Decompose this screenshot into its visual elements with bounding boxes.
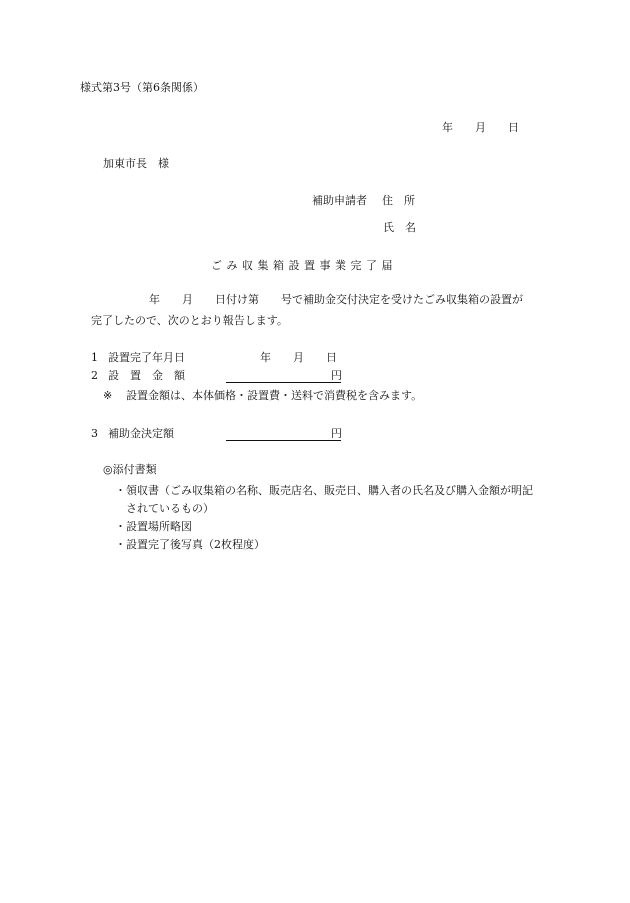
body-line-1: 年 月 日付け第 号で補助金交付決定を受けたごみ収集箱の設置が	[149, 293, 523, 306]
name-label: 氏 名	[383, 221, 416, 234]
attachment-item-1-line-2: されているもの）	[126, 502, 214, 515]
attachment-item-2: ・設置場所略図	[115, 520, 192, 533]
address-label: 住 所	[382, 194, 415, 207]
attachments-heading: ◎添付書類	[103, 463, 157, 476]
item-3-number: 3	[91, 427, 98, 440]
addressee: 加東市長 様	[103, 157, 169, 170]
document-title: ご み 収 集 箱 設 置 事 業 完 了 届	[211, 259, 393, 272]
item-3-label: 補助金決定額	[108, 427, 174, 440]
item-1-value: 年 月 日	[260, 351, 337, 364]
note-text: 設置金額は、本体価格・設置費・送料で消費税を含みます。	[126, 389, 423, 402]
item-2-amount-field[interactable]	[226, 369, 341, 383]
date-line: 年 月 日	[442, 121, 519, 134]
item-2-number: 2	[91, 369, 98, 382]
item-3-amount-field[interactable]	[226, 427, 341, 441]
item-1-label: 設置完了年月日	[108, 351, 185, 364]
item-2-unit: 円	[331, 369, 342, 382]
attachment-item-1-line-1: ・領収書（ごみ収集箱の名称、販売店名、販売日、購入者の氏名及び購入金額が明記	[115, 484, 533, 497]
item-3-unit: 円	[331, 427, 342, 440]
item-2-label: 設 置 金 額	[108, 369, 185, 382]
form-number: 様式第3号（第6条関係）	[80, 81, 204, 94]
item-1-number: 1	[91, 351, 98, 364]
body-line-2: 完了したので、次のとおり報告します。	[91, 314, 288, 327]
attachment-item-3: ・設置完了後写真（2枚程度）	[115, 538, 265, 551]
applicant-label: 補助申請者	[312, 194, 367, 207]
note-mark: ※	[103, 389, 113, 402]
